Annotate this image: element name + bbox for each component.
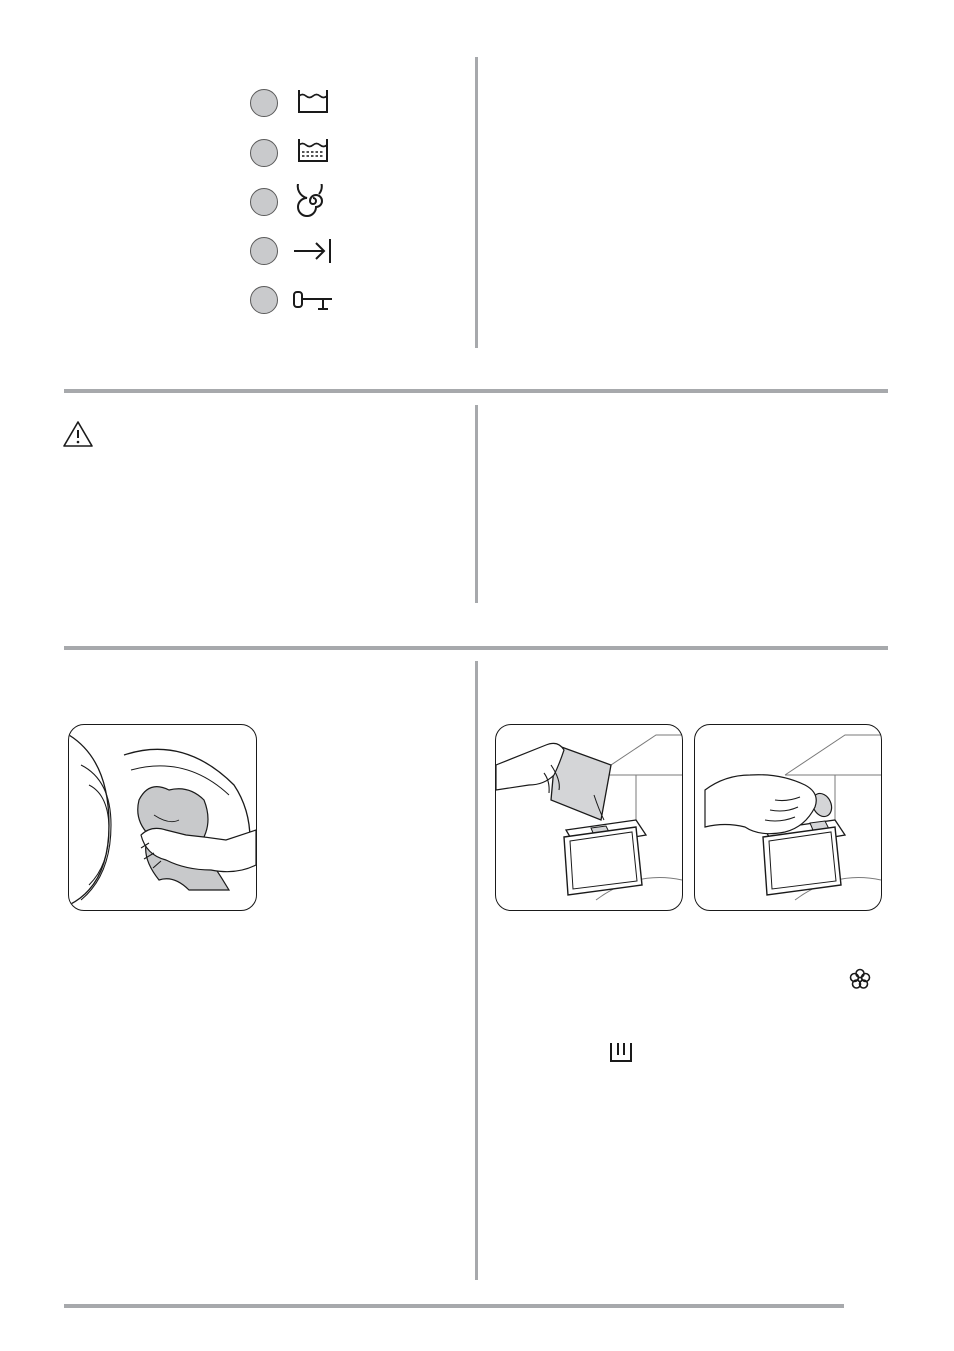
section-rule-1	[64, 389, 888, 393]
indicator-light-rinse	[250, 139, 278, 167]
illustration-powder-detergent	[495, 724, 683, 911]
indicator-light-spin	[250, 188, 278, 216]
column-divider-1	[475, 57, 478, 348]
door-lock-key-icon	[290, 283, 336, 317]
indicator-light-wash	[250, 89, 278, 117]
indicator-light-door-lock	[250, 286, 278, 314]
section-rule-3	[64, 1304, 844, 1308]
illustration-clean-door-seal	[68, 724, 257, 911]
softener-flower-icon	[848, 967, 872, 991]
warning-triangle-icon	[62, 420, 94, 448]
main-wash-compartment-icon	[606, 1040, 636, 1066]
column-divider-2	[475, 405, 478, 603]
illustration-liquid-detergent	[694, 724, 882, 911]
rinse-icon	[290, 135, 336, 169]
column-divider-3	[475, 661, 478, 1280]
wash-tub-icon	[290, 86, 336, 120]
indicator-light-end	[250, 237, 278, 265]
section-rule-2	[64, 646, 888, 650]
spin-icon	[290, 184, 336, 218]
end-arrow-icon	[290, 233, 336, 267]
